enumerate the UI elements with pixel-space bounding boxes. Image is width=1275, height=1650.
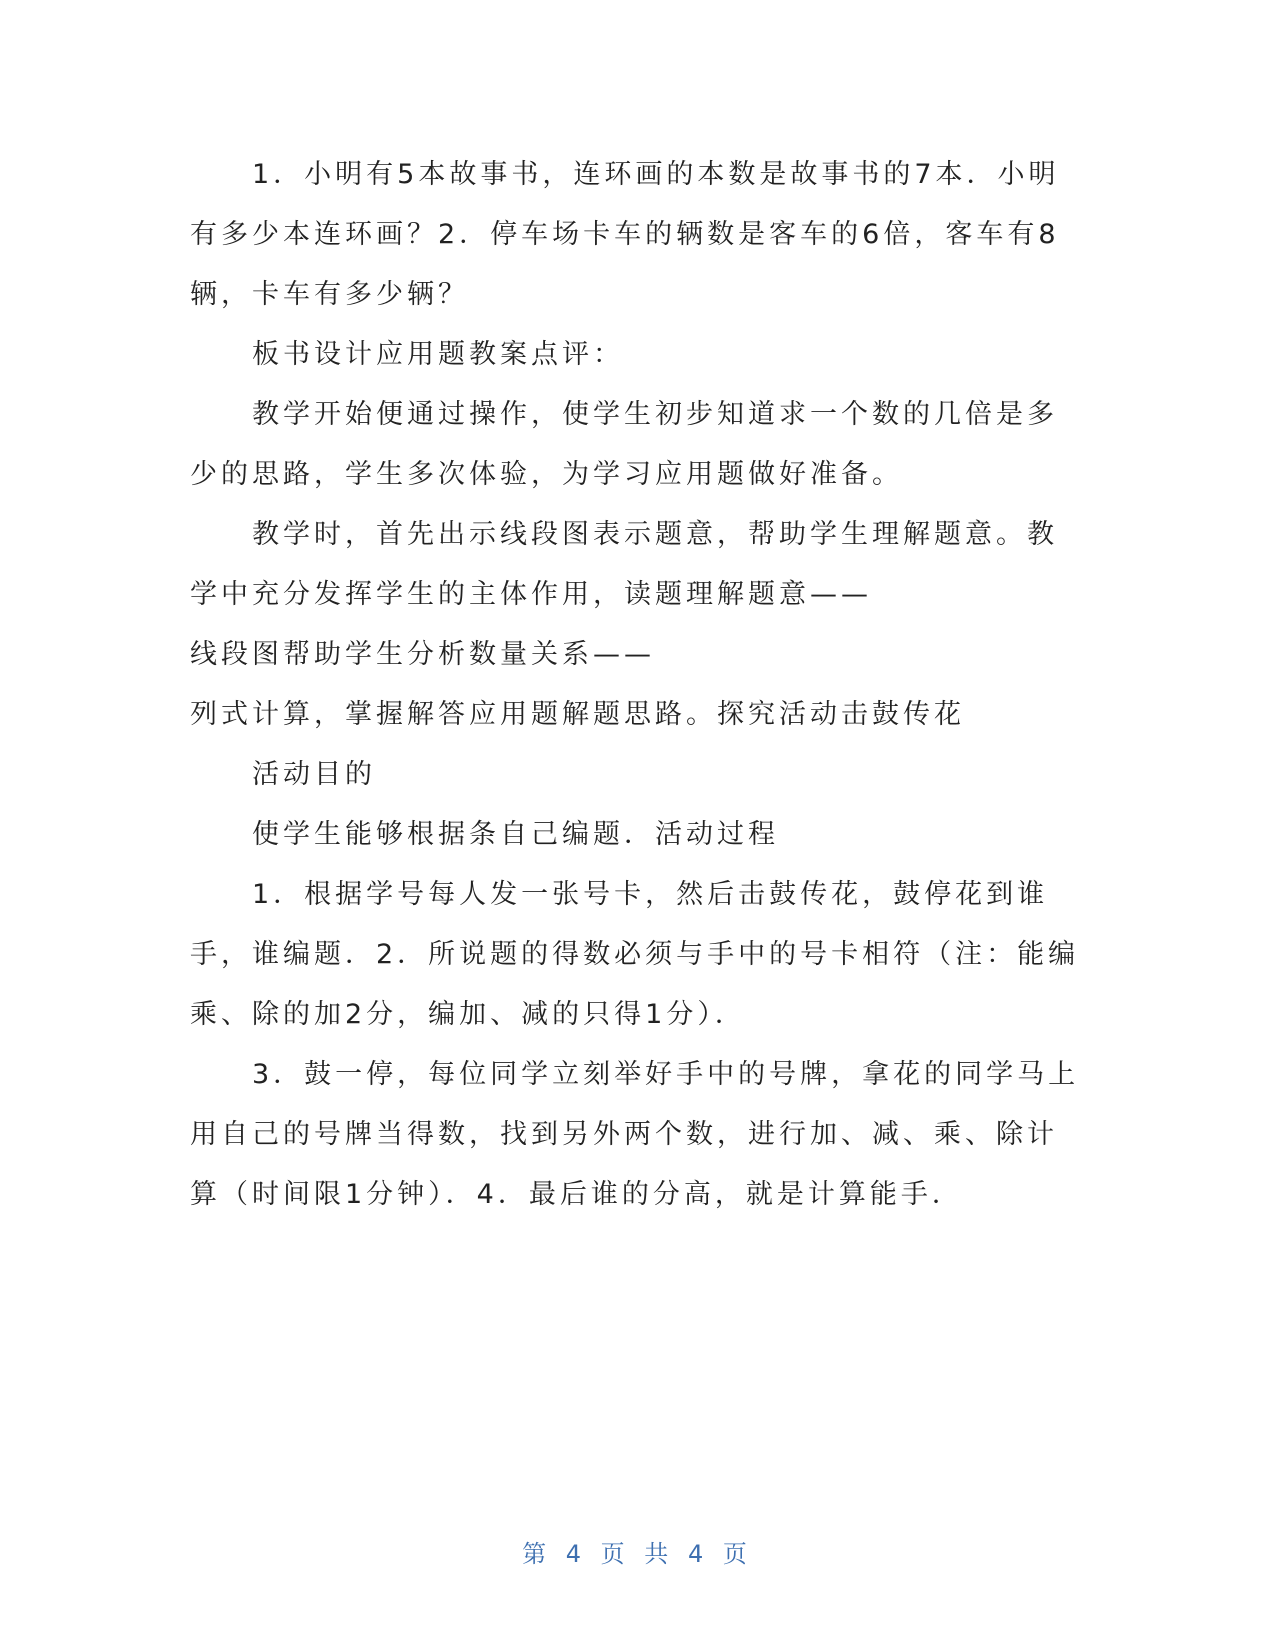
footer-current-page: 4 <box>565 1540 588 1568</box>
footer-prefix: 第 <box>522 1540 553 1568</box>
footer-mid: 页 共 <box>600 1540 675 1568</box>
paragraph-activity-goal-heading: 活动目的 <box>252 759 376 790</box>
paragraph-review-2: 教学时，首先出示线段图表示题意，帮助学生理解题意。教学中充分发挥学生的主体作用，读题理解题意—— 线段图帮助学生分析数量关系—— 列式计算，掌握解答应用题解题思路。探究活动击鼓传花 <box>190 519 1058 730</box>
footer-total-pages: 4 <box>687 1540 710 1568</box>
document-body <box>190 145 1085 1225</box>
paragraph-review-1: 教学开始便通过操作，使学生初步知道求一个数的几倍是多少的思路，学生多次体验，为学习应用题做好准备。 <box>190 399 1058 490</box>
paragraph-word-problems: 1．小明有5本故事书，连环画的本数是故事书的7本．小明有多少本连环画？2．停车场卡车的辆数是客车的6倍，客车有8辆，卡车有多少辆？ <box>190 159 1060 310</box>
paragraph-activity-steps-2: 3．鼓一停，每位同学立刻举好手中的号牌，拿花的同学马上用自己的号牌当得数，找到另外两个数，进行加、减、乘、除计算（时间限1分钟）．4．最后谁的分高，就是计算能手． <box>190 1059 1080 1210</box>
footer-suffix: 页 <box>722 1540 753 1568</box>
paragraph-activity-goal: 使学生能够根据条自己编题．活动过程 <box>252 819 779 850</box>
paragraph-activity-steps-1: 1．根据学号每人发一张号卡，然后击鼓传花，鼓停花到谁手，谁编题．2．所说题的得数必须与手中的号卡相符（注：能编乘、除的加2分，编加、减的只得1分）． <box>190 879 1080 1030</box>
page-footer <box>0 1534 1275 1569</box>
paragraph-board-design-heading: 板书设计应用题教案点评： <box>252 339 624 370</box>
